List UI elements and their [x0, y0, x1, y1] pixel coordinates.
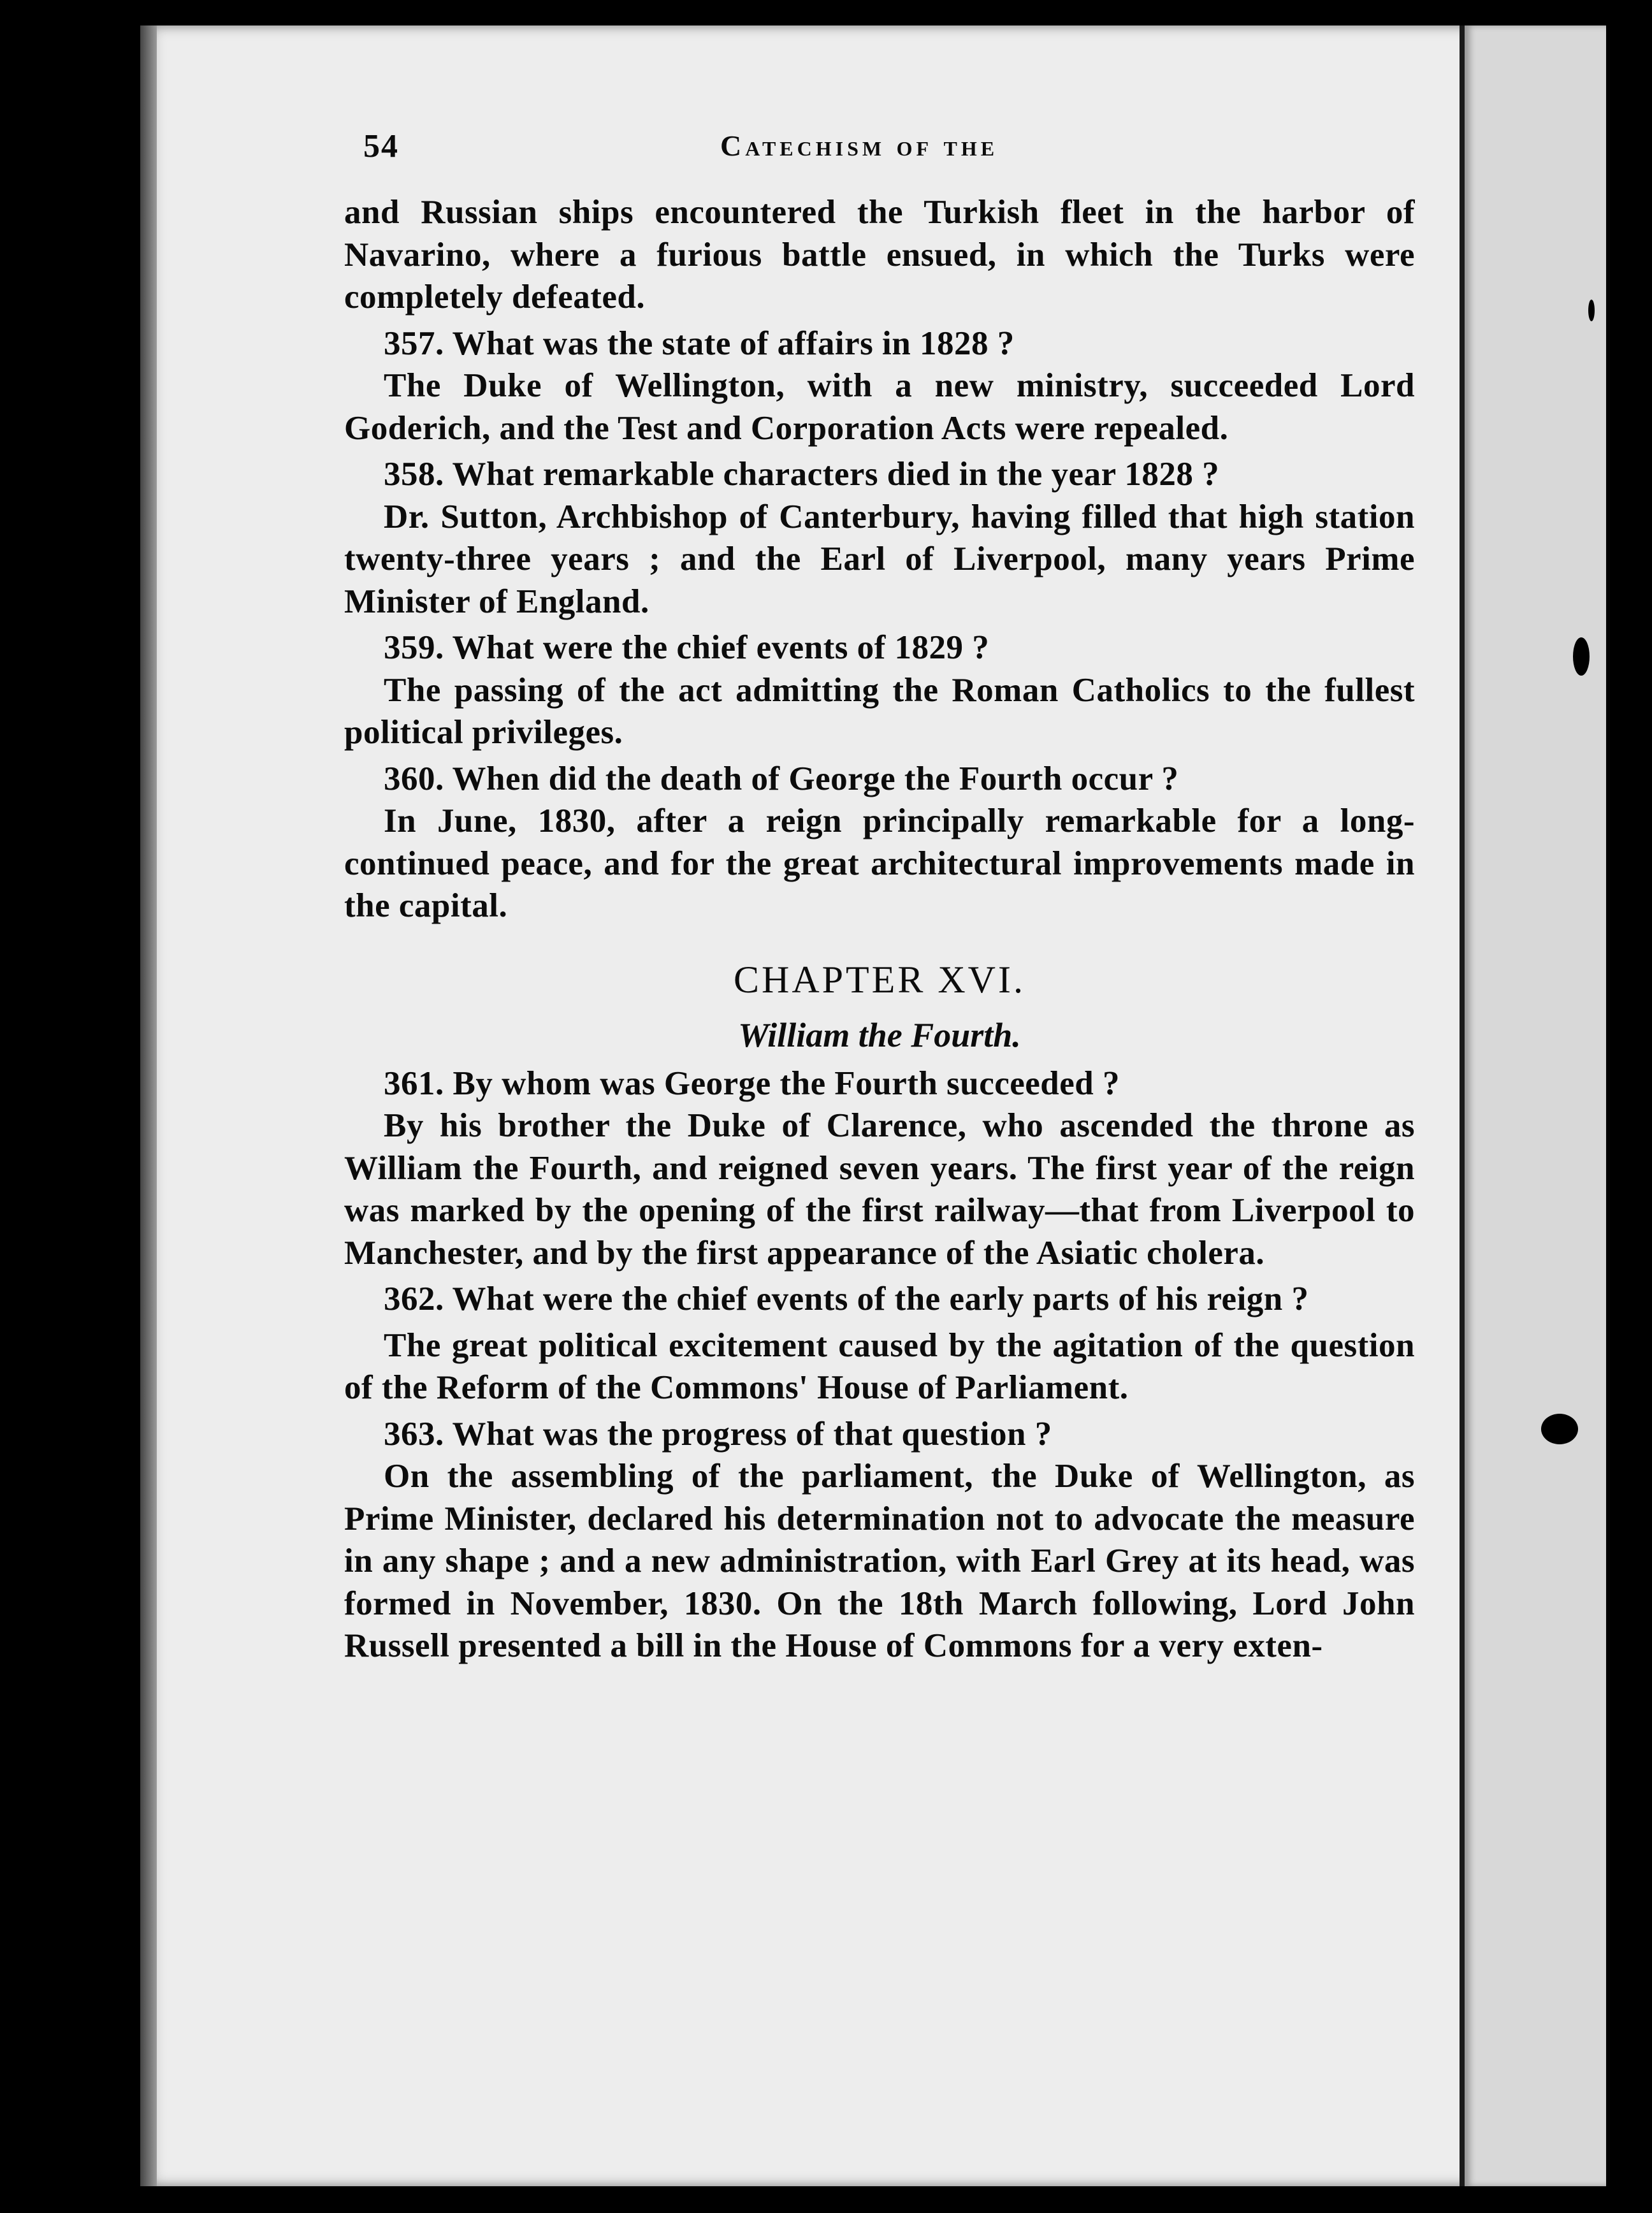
answer-paragraph: and Russian ships encountered the Turkish fleet in the harbor of Navarino, where a furious battle ensued, in which the Turks were completely defeated.: [344, 194, 1415, 316]
binding-edge: [140, 25, 157, 2186]
question-paragraph: 358. What remarkable characters died in the year 1828 ?: [384, 456, 1220, 493]
text-block-upper: [344, 191, 1415, 927]
chapter-title: William the Fourth.: [738, 1015, 1021, 1054]
answer-paragraph: In June, 1830, after a reign principally remarkable for a long-continued peace, and for the great architectural improvements made in the capital.: [344, 802, 1415, 924]
facing-page-edge: [1465, 25, 1606, 2186]
ink-blot: [1541, 1414, 1578, 1444]
answer-paragraph: The Duke of Wellington, with a new ministry, succeeded Lord Goderich, and the Test and Corporation Acts were repealed.: [344, 367, 1415, 447]
page-fold-line: [1460, 25, 1465, 2186]
page-number: 54: [363, 128, 399, 164]
running-head: [344, 121, 1415, 191]
ink-blot: [1573, 637, 1590, 676]
question-paragraph: 362. What were the chief events of the early parts of his reign ?: [384, 1281, 1309, 1317]
answer-paragraph: On the assembling of the parliament, the Duke of Wellington, as Prime Minister, declared his determination not to advocate the measure in any shape ; and a new administration, with Earl Grey at its head, was formed in November, 1830. On the 18th March following, Lord John Russell presented a bill in the House of Commons for a very exten-: [344, 1458, 1415, 1664]
answer-paragraph: By his brother the Duke of Clarence, who ascended the throne as William the Fourth, and reigned seven years. The first year of the reign was marked by the opening of the first railway—that from Liverpool to Manchester, and by the first appearance of the Asiatic cholera.: [344, 1107, 1415, 1272]
ink-speck: [1588, 300, 1595, 321]
question-paragraph: 359. What were the chief events of 1829 ?: [384, 629, 990, 666]
answer-paragraph: Dr. Sutton, Archbishop of Canterbury, having filled that high station twenty-three years ; and the Earl of Liverpool, many years Prime Minister of England.: [344, 498, 1415, 620]
text-block-lower: [344, 1063, 1415, 1667]
question-paragraph: 357. What was the state of affairs in 1828 ?: [384, 324, 1015, 362]
answer-paragraph: The passing of the act admitting the Roman Catholics to the fullest political privileges.: [344, 671, 1415, 751]
question-paragraph: 360. When did the death of George the Fourth occur ?: [384, 760, 1179, 797]
question-paragraph: 363. What was the progress of that question ?: [384, 1415, 1052, 1453]
page-content: [344, 121, 1415, 1667]
answer-paragraph: The great political excitement caused by the agitation of the question of the Reform of the Commons' House of Parliament.: [344, 1326, 1415, 1406]
chapter-heading: CHAPTER XVI.: [733, 958, 1025, 1001]
question-paragraph: 361. By whom was George the Fourth succeeded ?: [384, 1064, 1120, 1102]
running-title: Catechism of the: [720, 129, 999, 162]
